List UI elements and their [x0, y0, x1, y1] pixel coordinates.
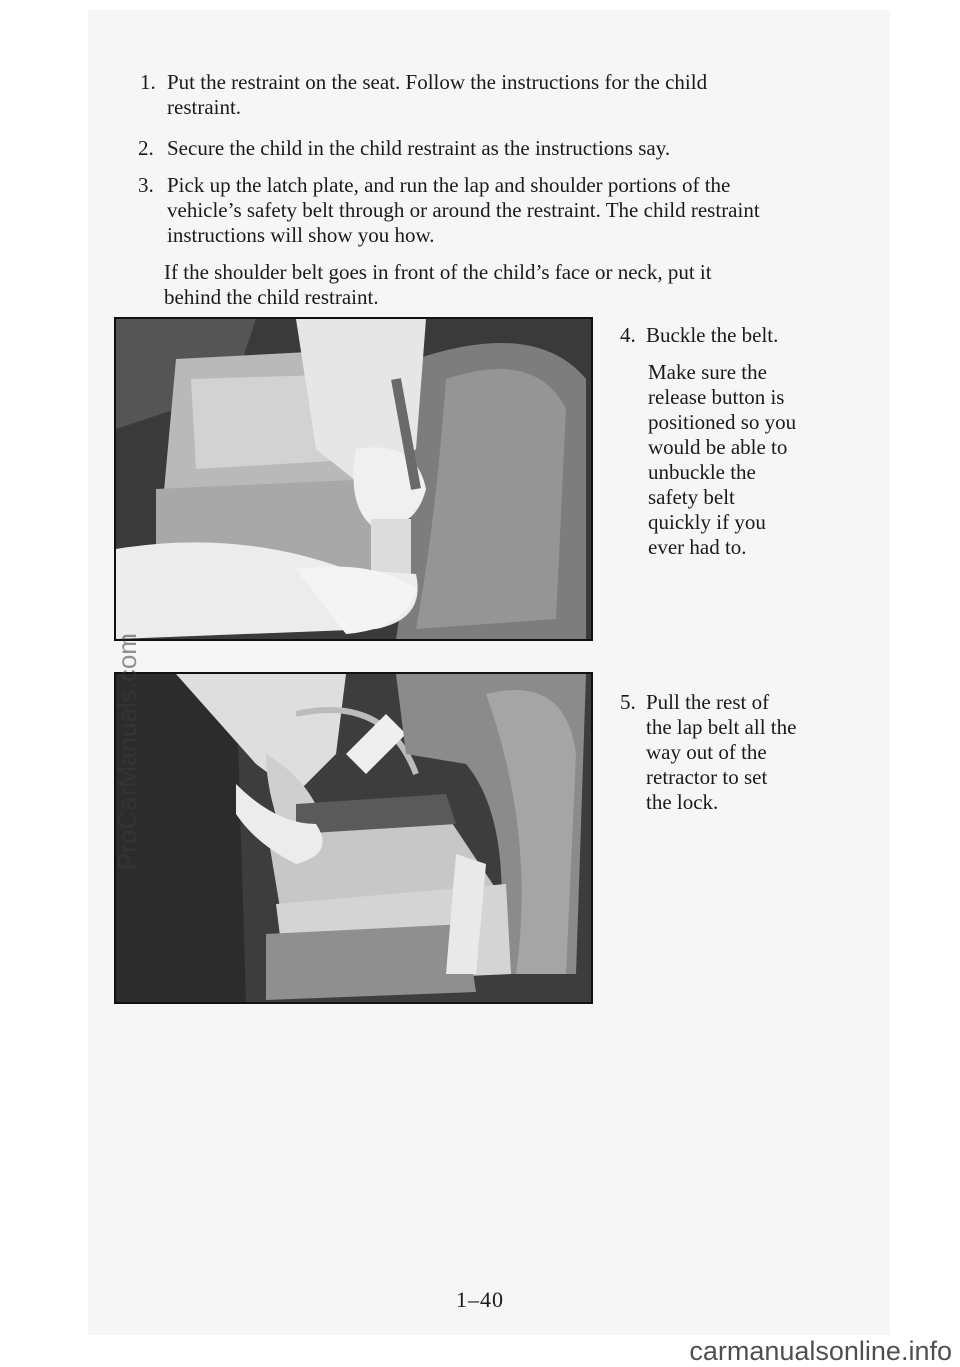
page-number: 1–40 — [456, 1287, 504, 1312]
step-1-number: 1. — [140, 70, 156, 94]
photo-pulling-lap-belt — [114, 672, 593, 1004]
step-4-body-line-8: ever had to. — [648, 535, 747, 559]
step-4-body-line-1: Make sure the — [648, 360, 767, 384]
step-3-line-2: vehicle’s safety belt through or around the restraint. The child restraint — [167, 198, 760, 222]
step-5-line-4: retractor to set — [646, 765, 768, 789]
step-4-body-line-3: positioned so you — [648, 410, 797, 434]
photo-buckling-belt-illustration — [116, 319, 591, 639]
step-4-body-line-4: would be able to — [648, 435, 788, 459]
step-4-number: 4. — [620, 323, 636, 347]
step-5-line-3: way out of the — [646, 740, 767, 764]
step-1-line-2: restraint. — [167, 95, 242, 119]
step-1-line-1: Put the restraint on the seat. Follow the instructions for the child — [167, 70, 708, 94]
step-5-line-2: the lap belt all the — [646, 715, 797, 739]
step-3-line-3: instructions will show you how. — [167, 223, 435, 247]
step-4-body-line-5: unbuckle the — [648, 460, 756, 484]
side-watermark: ProCarManuals.com — [112, 633, 142, 870]
step-3-number: 3. — [138, 173, 154, 197]
note-line-2: behind the child restraint. — [164, 285, 379, 309]
step-3-line-1: Pick up the latch plate, and run the lap and shoulder portions of the — [167, 173, 731, 197]
note-line-1: If the shoulder belt goes in front of the child’s face or neck, put it — [164, 260, 712, 284]
step-5-line-1: Pull the rest of — [646, 690, 770, 714]
step-4-body-line-7: quickly if you — [648, 510, 766, 534]
photo-buckling-belt — [114, 317, 593, 641]
photo-pulling-lap-belt-illustration — [116, 674, 591, 1002]
step-2-line-1: Secure the child in the child restraint as the instructions say. — [167, 136, 671, 160]
bottom-watermark: carmanualsonline.info — [689, 1336, 952, 1366]
step-4-title: Buckle the belt. — [646, 323, 779, 347]
step-4-body-line-6: safety belt — [648, 485, 735, 509]
step-2-number: 2. — [138, 136, 154, 160]
step-5-number: 5. — [620, 690, 636, 714]
step-5-line-5: the lock. — [646, 790, 719, 814]
step-4-body-line-2: release button is — [648, 385, 785, 409]
